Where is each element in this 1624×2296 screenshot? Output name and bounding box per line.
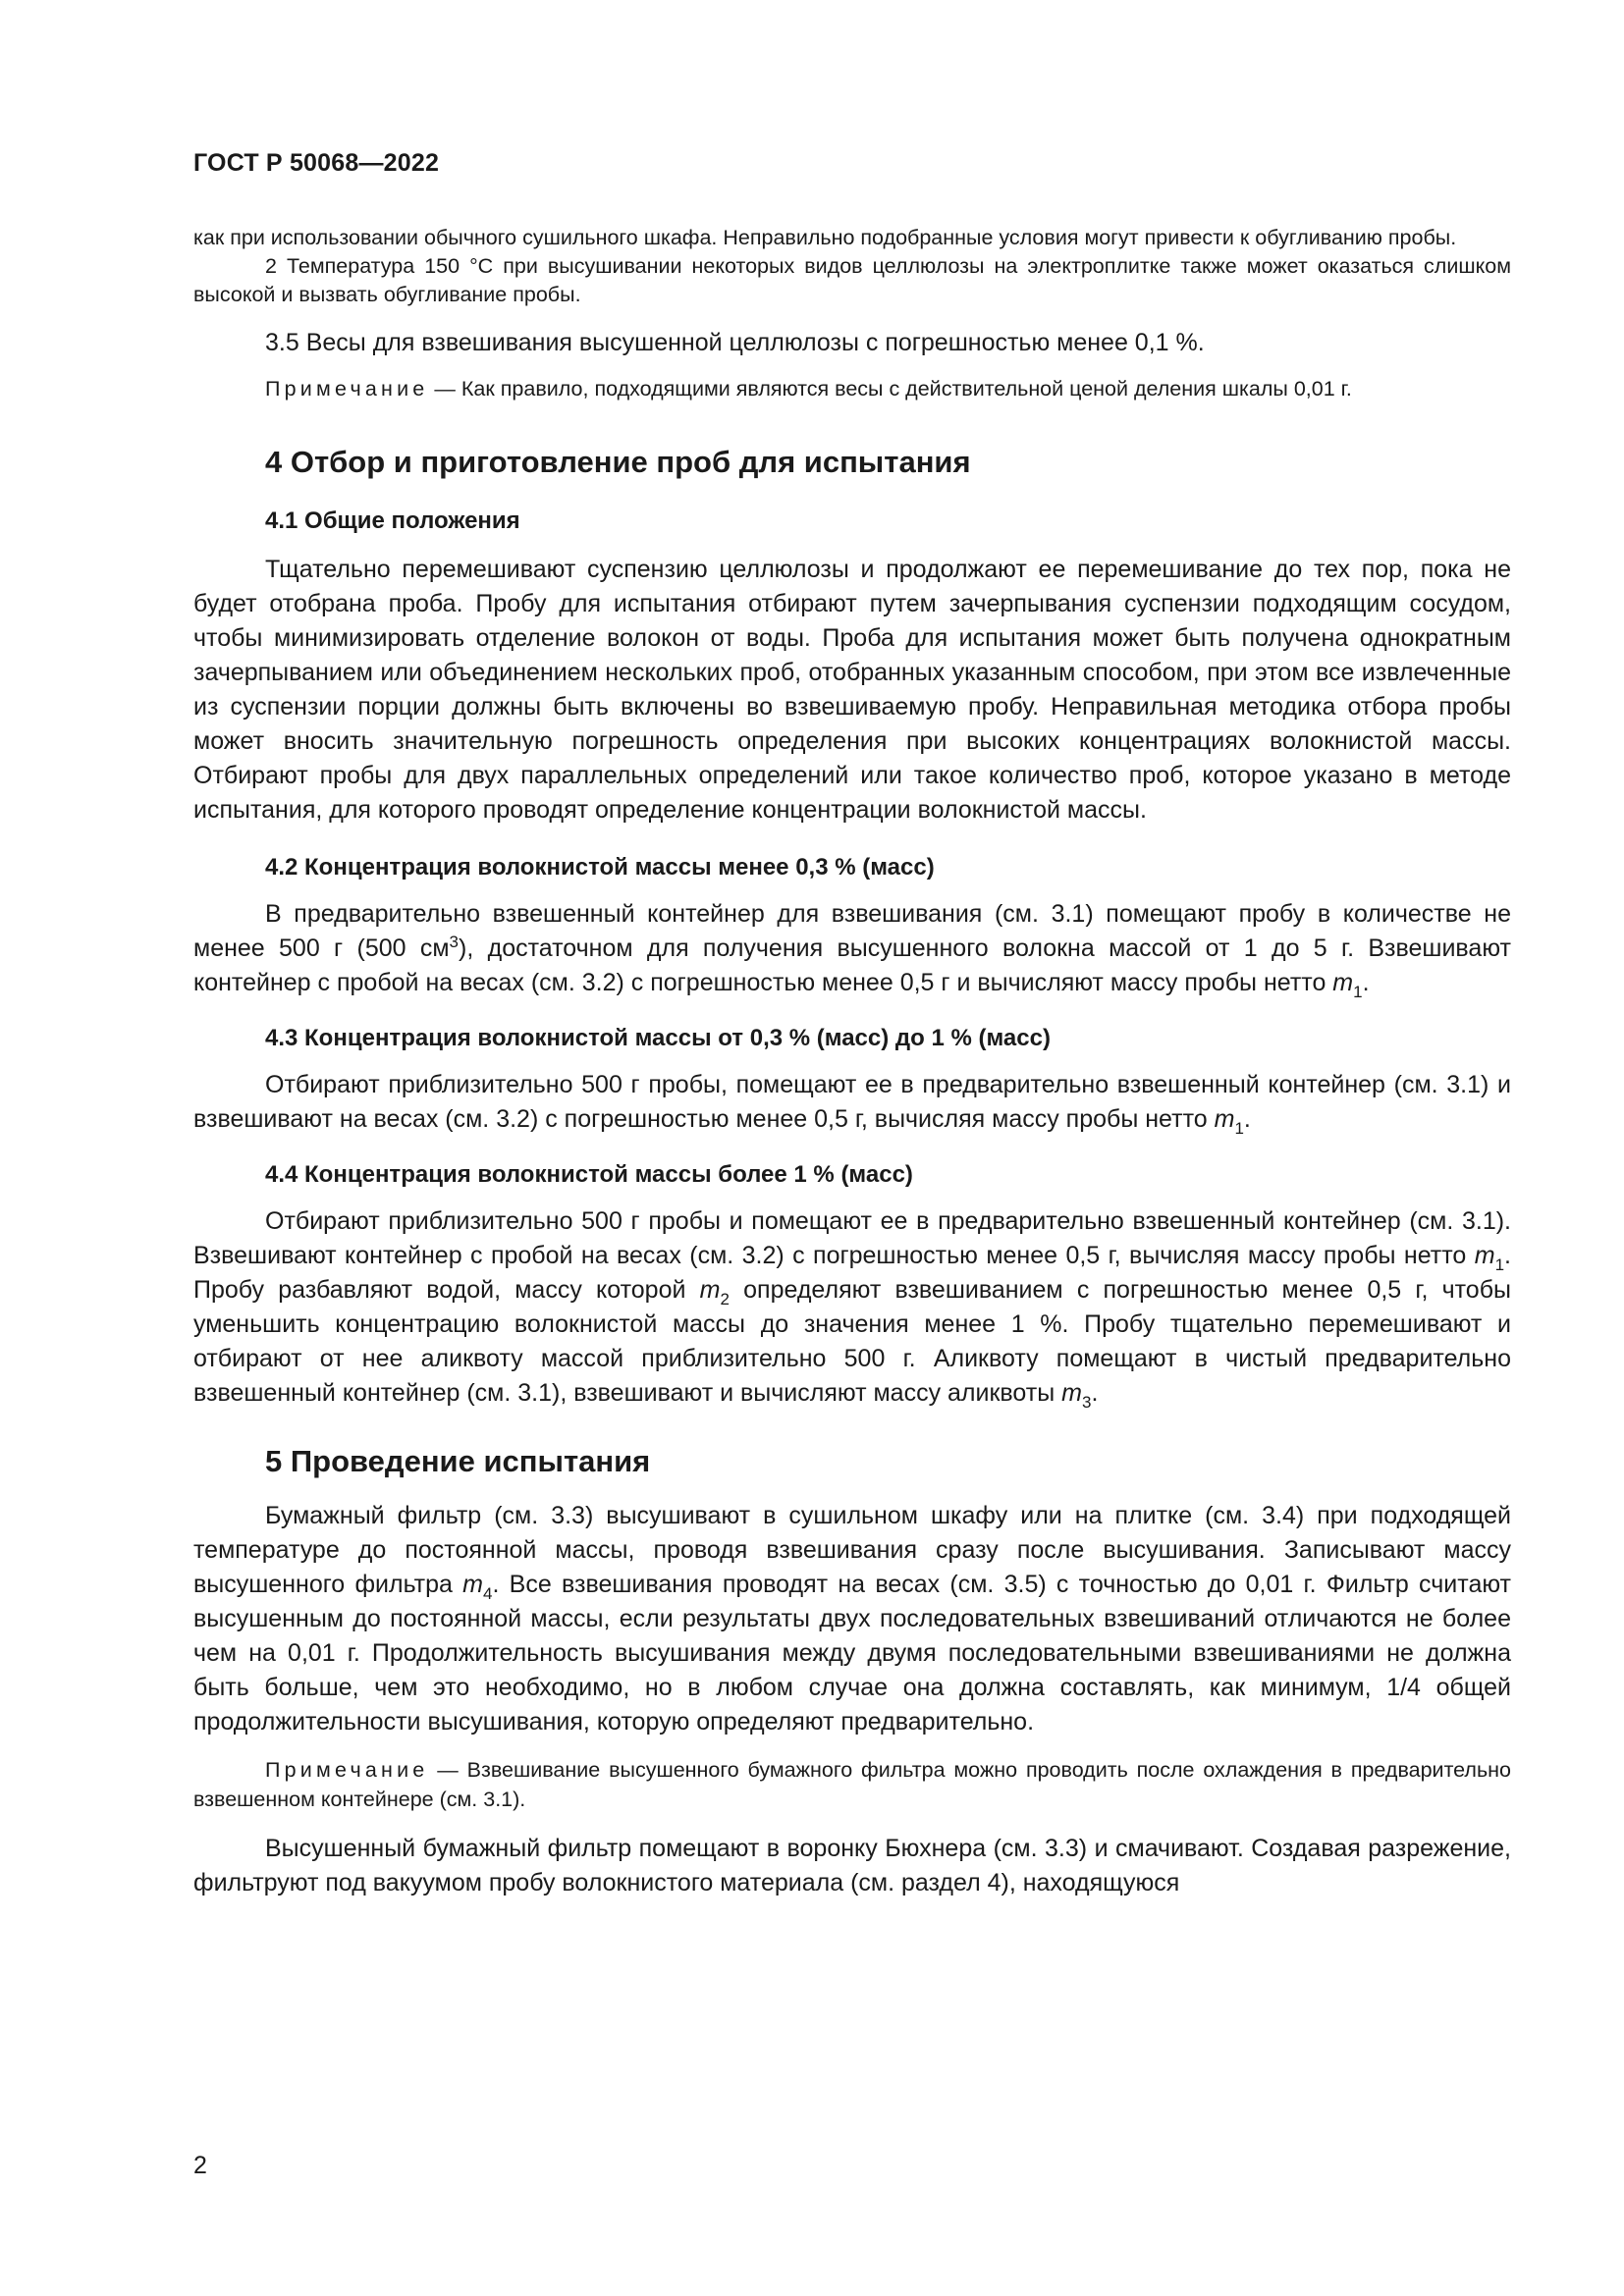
- clause-3-5: 3.5 Весы для взвешивания высушенной целлюлозы с погрешностью менее 0,1 %.: [265, 329, 1205, 356]
- section-4-title: 4 Отбор и приготовление проб для испытания: [265, 445, 971, 479]
- subsection-4-3-title: 4.3 Концентрация волокнистой массы от 0,3 % (масс) до 1 % (масс): [265, 1025, 1051, 1051]
- mass-symbol: m: [1332, 969, 1354, 996]
- text-run: . Пробу разбавляют водой, массу которой: [193, 1242, 1511, 1304]
- mass-symbol: m: [1061, 1379, 1082, 1407]
- section-5-text: [193, 1499, 1511, 1739]
- page-content: [193, 224, 1511, 1900]
- note-item-2: 2 Температура 150 °С при высушивании некоторых видов целлюлозы на электроплитке также может оказаться слишком высокой и вызвать обугливание пробы.: [193, 254, 1511, 306]
- mass-symbol: m: [462, 1571, 483, 1598]
- document-page: [193, 0, 1511, 2296]
- page-number: 2: [193, 2152, 207, 2179]
- section-5-text-2: Высушенный бумажный фильтр помещают в воронку Бюхнера (см. 3.3) и смачивают. Создавая разрежение, фильтруют под вакуумом пробу волокнистого материала (см. раздел 4), находящуюся: [193, 1835, 1511, 1896]
- section-5-title: 5 Проведение испытания: [265, 1444, 651, 1478]
- text-run: Отбирают приблизительно 500 г пробы, помещают ее в предварительно взвешенный контейнер (см. 3.1) и взвешивают на весах (см. 3.2) с погрешностью менее 0,5 г, вычисляя массу пробы нетто: [193, 1071, 1511, 1133]
- note-text: — Взвешивание высушенного бумажного фильтра можно проводить после охлаждения в предварительно взвешенном контейнере (см. 3.1).: [193, 1758, 1511, 1811]
- text-run: . Все взвешивания проводят на весах (см. 3.5) с точностью до 0,01 г. Фильтр считают высушенным до постоянной массы, если результаты двух последовательных взвешиваний отличаются не более чем на 0,01 г. Продолжительность высушивания между двумя последовательными взвешиваниями не должна быть больше, чем это необходимо, но в любом случае она должна составлять, как минимум, 1/4 общей продолжительности высушивания, которую определяют предварительно.: [193, 1571, 1511, 1735]
- subscript: 4: [482, 1584, 493, 1603]
- subscript: 1: [1234, 1119, 1244, 1138]
- text-run: определяют взвешиванием с погрешностью менее 0,5 г, чтобы уменьшить концентрацию волокнистой массы до значения менее 1 %. Пробу тщательно перемешивают и отбирают от нее аликвоту массой приблизительно 500 г. Аликвоту помещают в чистый предварительно взвешенный контейнер (см. 3.1), взвешивают и вычисляют массу аликвоты: [193, 1276, 1512, 1407]
- document-header: ГОСТ Р 50068—2022: [193, 149, 440, 177]
- text-run: .: [1362, 969, 1370, 996]
- text-run: Отбирают приблизительно 500 г пробы и помещают ее в предварительно взвешенный контейнер (см. 3.1). Взвешивают контейнер с пробой на весах (см. 3.2) с погрешностью менее 0,5 г, вычисляя массу пробы нетто: [193, 1207, 1511, 1269]
- subsection-4-4-text: [193, 1204, 1511, 1411]
- subscript: 1: [1353, 983, 1363, 1001]
- note-3-5: [193, 374, 1511, 403]
- subscript: 2: [720, 1290, 730, 1308]
- mass-symbol: m: [1214, 1105, 1235, 1133]
- superscript: 3: [449, 933, 460, 951]
- note-section-5: [193, 1755, 1511, 1814]
- text-run: ), достаточном для получения высушенного волокна массой от 1 до 5 г. Взвешивают контейнер с пробой на весах (см. 3.2) с погрешностью менее 0,5 г и вычисляют массу пробы нетто: [193, 934, 1511, 996]
- subsection-4-1-title: 4.1 Общие положения: [265, 507, 520, 534]
- subscript: 3: [1081, 1393, 1092, 1412]
- subsection-4-1-text: Тщательно перемешивают суспензию целлюлозы и продолжают ее перемешивание до тех пор, пока не будет отобрана проба. Пробу для испытания отбирают путем зачерпывания суспензии подходящим сосудом, чтобы минимизировать отделение волокон от воды. Проба для испытания может быть получена однократным зачерпыванием или объединением нескольких проб, отобранных указанным способом, при этом все извлеченные из суспензии порции должны быть включены во взвешиваемую пробу. Неправильная методика отбора пробы может вносить значительную погрешность определения при высоких концентрациях волокнистой массы. Отбирают пробы для двух параллельных определений или такое количество проб, которое указано в методе испытания, для которого проводят определение концентрации волокнистой массы.: [193, 556, 1511, 824]
- note-label: Примечание: [265, 1758, 429, 1782]
- subsection-4-2-text: [193, 897, 1511, 1000]
- subsection-4-4-title: 4.4 Концентрация волокнистой массы более 1 % (масс): [265, 1161, 913, 1188]
- mass-symbol: m: [699, 1276, 721, 1304]
- subscript: 1: [1494, 1255, 1505, 1274]
- text-run: .: [1091, 1379, 1099, 1407]
- mass-symbol: m: [1474, 1242, 1495, 1269]
- text-run: .: [1243, 1105, 1251, 1133]
- note-label: Примечание: [265, 377, 429, 400]
- note-continuation: как при использовании обычного сушильного шкафа. Неправильно подобранные условия могут привести к обугливанию пробы.: [193, 226, 1457, 249]
- subsection-4-3-text: [193, 1068, 1511, 1137]
- text-run: Бумажный фильтр (см. 3.3) высушивают в сушильном шкафу или на плитке (см. 3.4) при подходящей температуре до постоянной массы, проводя взвешивания сразу после высушивания. Записывают массу высушенного фильтра: [193, 1502, 1511, 1598]
- text-run: В предварительно взвешенный контейнер для взвешивания (см. 3.1) помещают пробу в количестве не менее 500 г (500 см: [193, 900, 1511, 962]
- subsection-4-2-title: 4.2 Концентрация волокнистой массы менее 0,3 % (масс): [265, 854, 935, 881]
- note-text: — Как правило, подходящими являются весы с действительной ценой деления шкалы 0,01 г.: [428, 377, 1352, 400]
